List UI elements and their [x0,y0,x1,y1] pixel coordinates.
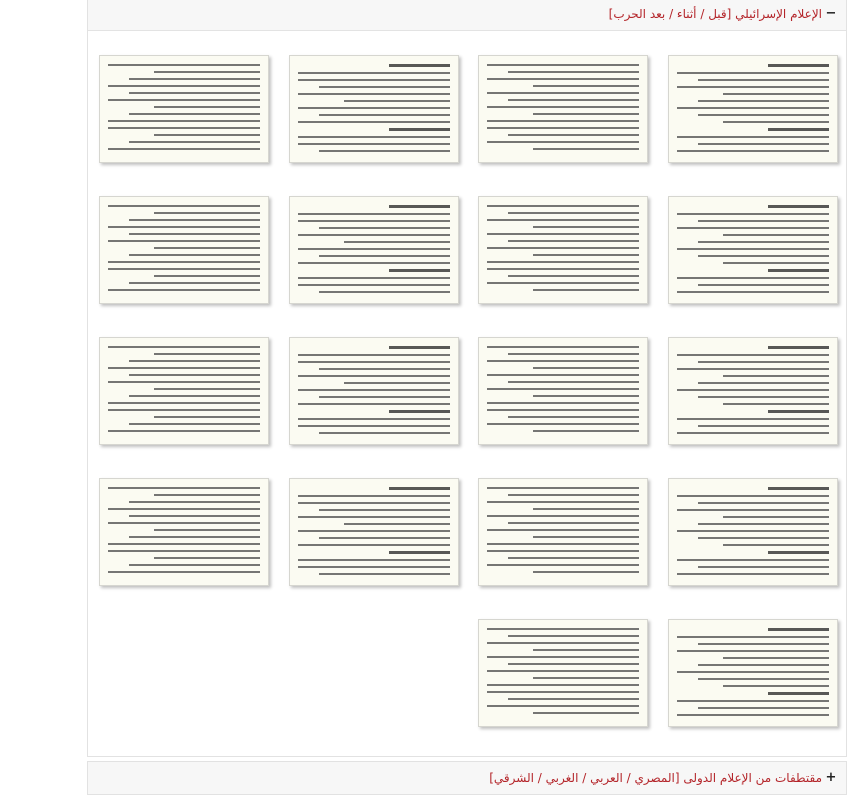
document-text-preview [677,628,829,720]
section-header-israeli-media[interactable] [88,0,846,31]
document-thumbnail[interactable] [289,337,459,445]
document-thumbnail[interactable] [668,337,838,445]
document-text-preview [677,346,829,438]
document-text-preview [298,346,450,438]
document-thumbnail[interactable] [668,619,838,727]
document-text-preview [108,346,260,438]
thumbnail-grid [88,31,846,756]
document-thumbnail[interactable] [99,55,269,163]
document-thumbnail[interactable] [478,196,648,304]
document-thumbnail[interactable] [478,478,648,586]
document-text-preview [298,64,450,156]
plus-icon[interactable]: + [825,770,837,785]
document-thumbnail[interactable] [668,478,838,586]
document-thumbnail[interactable] [289,55,459,163]
section-header-international-media[interactable] [87,761,847,795]
document-thumbnail[interactable] [478,337,648,445]
document-text-preview [487,346,639,438]
section-title[interactable]: مقتطفات من الإعلام الدولى [المصري / العربي / الغربي / الشرقي] [489,771,822,785]
document-text-preview [298,487,450,579]
document-text-preview [487,628,639,720]
document-thumbnail[interactable] [478,55,648,163]
document-text-preview [487,64,639,156]
document-thumbnail[interactable] [289,196,459,304]
document-thumbnail[interactable] [478,619,648,727]
document-text-preview [108,487,260,579]
minus-icon[interactable]: − [825,6,837,21]
document-thumbnail[interactable] [99,337,269,445]
document-thumbnail[interactable] [668,55,838,163]
document-text-preview [487,205,639,297]
document-text-preview [298,205,450,297]
document-thumbnail[interactable] [668,196,838,304]
section-panel-israeli-media [87,0,847,757]
document-text-preview [487,487,639,579]
document-text-preview [677,64,829,156]
document-text-preview [108,205,260,297]
document-thumbnail[interactable] [99,196,269,304]
document-thumbnail[interactable] [289,478,459,586]
document-thumbnail[interactable] [99,478,269,586]
document-text-preview [677,487,829,579]
document-text-preview [108,64,260,156]
document-text-preview [677,205,829,297]
left-margin [0,0,87,811]
section-title[interactable]: الإعلام الإسرائيلي [قبل / أثناء / بعد الحرب] [608,7,822,21]
